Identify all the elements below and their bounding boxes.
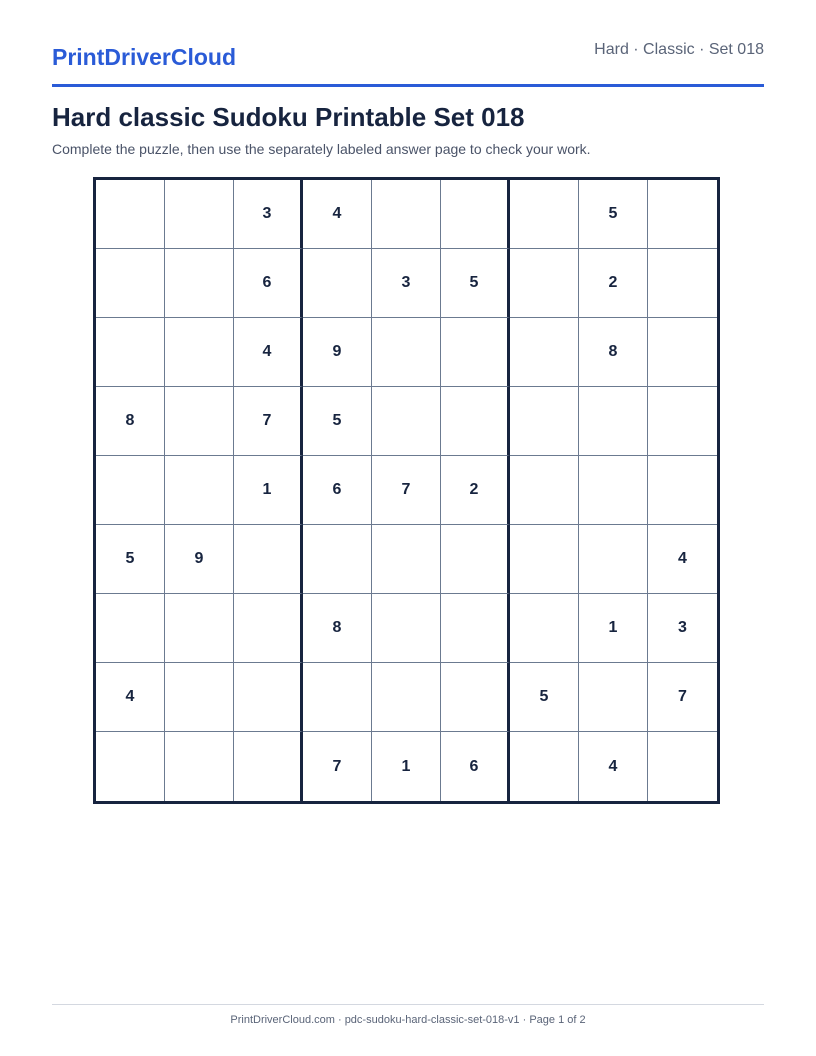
sudoku-cell xyxy=(441,663,510,732)
sudoku-cell xyxy=(372,525,441,594)
sudoku-cell xyxy=(165,318,234,387)
sudoku-cell xyxy=(96,456,165,525)
sudoku-cell xyxy=(96,249,165,318)
sudoku-cell: 5 xyxy=(303,387,372,456)
sudoku-cell xyxy=(303,249,372,318)
brand-logo: PrintDriverCloud xyxy=(52,44,237,70)
sudoku-cell: 8 xyxy=(303,594,372,663)
sudoku-cell xyxy=(579,663,648,732)
sudoku-cell xyxy=(648,318,717,387)
sudoku-grid xyxy=(93,177,720,804)
sudoku-cell xyxy=(165,456,234,525)
sudoku-cell: 9 xyxy=(165,525,234,594)
sudoku-cell xyxy=(579,387,648,456)
sudoku-cell xyxy=(372,318,441,387)
sudoku-cell xyxy=(648,180,717,249)
sudoku-cell xyxy=(579,456,648,525)
sudoku-cell: 8 xyxy=(579,318,648,387)
sudoku-cell xyxy=(510,387,579,456)
sudoku-cell xyxy=(96,732,165,801)
sudoku-cell: 7 xyxy=(372,456,441,525)
sudoku-cell xyxy=(441,318,510,387)
sudoku-cell xyxy=(510,318,579,387)
sudoku-cell: 4 xyxy=(96,663,165,732)
sudoku-cell: 3 xyxy=(234,180,303,249)
sudoku-cell: 9 xyxy=(303,318,372,387)
sudoku-cell: 7 xyxy=(234,387,303,456)
page-subtitle: Complete the puzzle, then use the separately labeled answer page to check your work. xyxy=(52,141,591,157)
sudoku-cell: 5 xyxy=(510,663,579,732)
sudoku-cell: 7 xyxy=(648,663,717,732)
sudoku-cell: 6 xyxy=(234,249,303,318)
sudoku-cell: 2 xyxy=(579,249,648,318)
sudoku-cell: 3 xyxy=(372,249,441,318)
sudoku-cell: 3 xyxy=(648,594,717,663)
sudoku-cell xyxy=(234,663,303,732)
sudoku-cell: 5 xyxy=(579,180,648,249)
sudoku-cell: 8 xyxy=(96,387,165,456)
page-header xyxy=(52,34,764,87)
sudoku-cell: 4 xyxy=(234,318,303,387)
sudoku-cell xyxy=(510,732,579,801)
sudoku-cell xyxy=(648,387,717,456)
sudoku-cell xyxy=(165,249,234,318)
sudoku-cell xyxy=(165,663,234,732)
sudoku-cell xyxy=(441,180,510,249)
sudoku-cell: 4 xyxy=(303,180,372,249)
sudoku-cell xyxy=(441,525,510,594)
puzzle-meta: Hard · Classic · Set 018 xyxy=(594,41,764,58)
sudoku-cell: 5 xyxy=(441,249,510,318)
sudoku-cell xyxy=(96,318,165,387)
page-title: Hard classic Sudoku Printable Set 018 xyxy=(52,102,525,132)
sudoku-cell xyxy=(648,732,717,801)
sudoku-cell xyxy=(372,594,441,663)
sudoku-cell xyxy=(372,180,441,249)
sudoku-cell xyxy=(165,387,234,456)
sudoku-cell xyxy=(510,456,579,525)
sudoku-cell xyxy=(96,594,165,663)
sudoku-cell xyxy=(165,732,234,801)
sudoku-cell xyxy=(303,525,372,594)
sudoku-cell xyxy=(510,594,579,663)
sudoku-cell xyxy=(234,525,303,594)
sudoku-cell xyxy=(234,732,303,801)
sudoku-cell xyxy=(372,387,441,456)
sudoku-cell: 4 xyxy=(648,525,717,594)
sudoku-cell xyxy=(510,249,579,318)
sudoku-cell: 6 xyxy=(303,456,372,525)
sudoku-cell xyxy=(165,594,234,663)
sudoku-cell xyxy=(648,456,717,525)
sudoku-cell: 1 xyxy=(372,732,441,801)
sudoku-cell xyxy=(96,180,165,249)
sudoku-cell xyxy=(510,525,579,594)
sudoku-cell: 6 xyxy=(441,732,510,801)
page-footer: PrintDriverCloud.com · pdc-sudoku-hard-classic-set-018-v1 · Page 1 of 2 xyxy=(52,1004,764,1026)
sudoku-cell: 5 xyxy=(96,525,165,594)
sudoku-cell: 2 xyxy=(441,456,510,525)
sudoku-cell xyxy=(372,663,441,732)
sudoku-cell xyxy=(579,525,648,594)
sudoku-cell: 1 xyxy=(579,594,648,663)
sudoku-cell xyxy=(441,594,510,663)
sudoku-cell xyxy=(510,180,579,249)
sudoku-cell: 4 xyxy=(579,732,648,801)
sudoku-cell xyxy=(441,387,510,456)
sudoku-cell xyxy=(303,663,372,732)
sudoku-cell: 1 xyxy=(234,456,303,525)
sudoku-cell xyxy=(648,249,717,318)
sudoku-cell xyxy=(165,180,234,249)
sudoku-cell xyxy=(234,594,303,663)
sudoku-cell: 7 xyxy=(303,732,372,801)
